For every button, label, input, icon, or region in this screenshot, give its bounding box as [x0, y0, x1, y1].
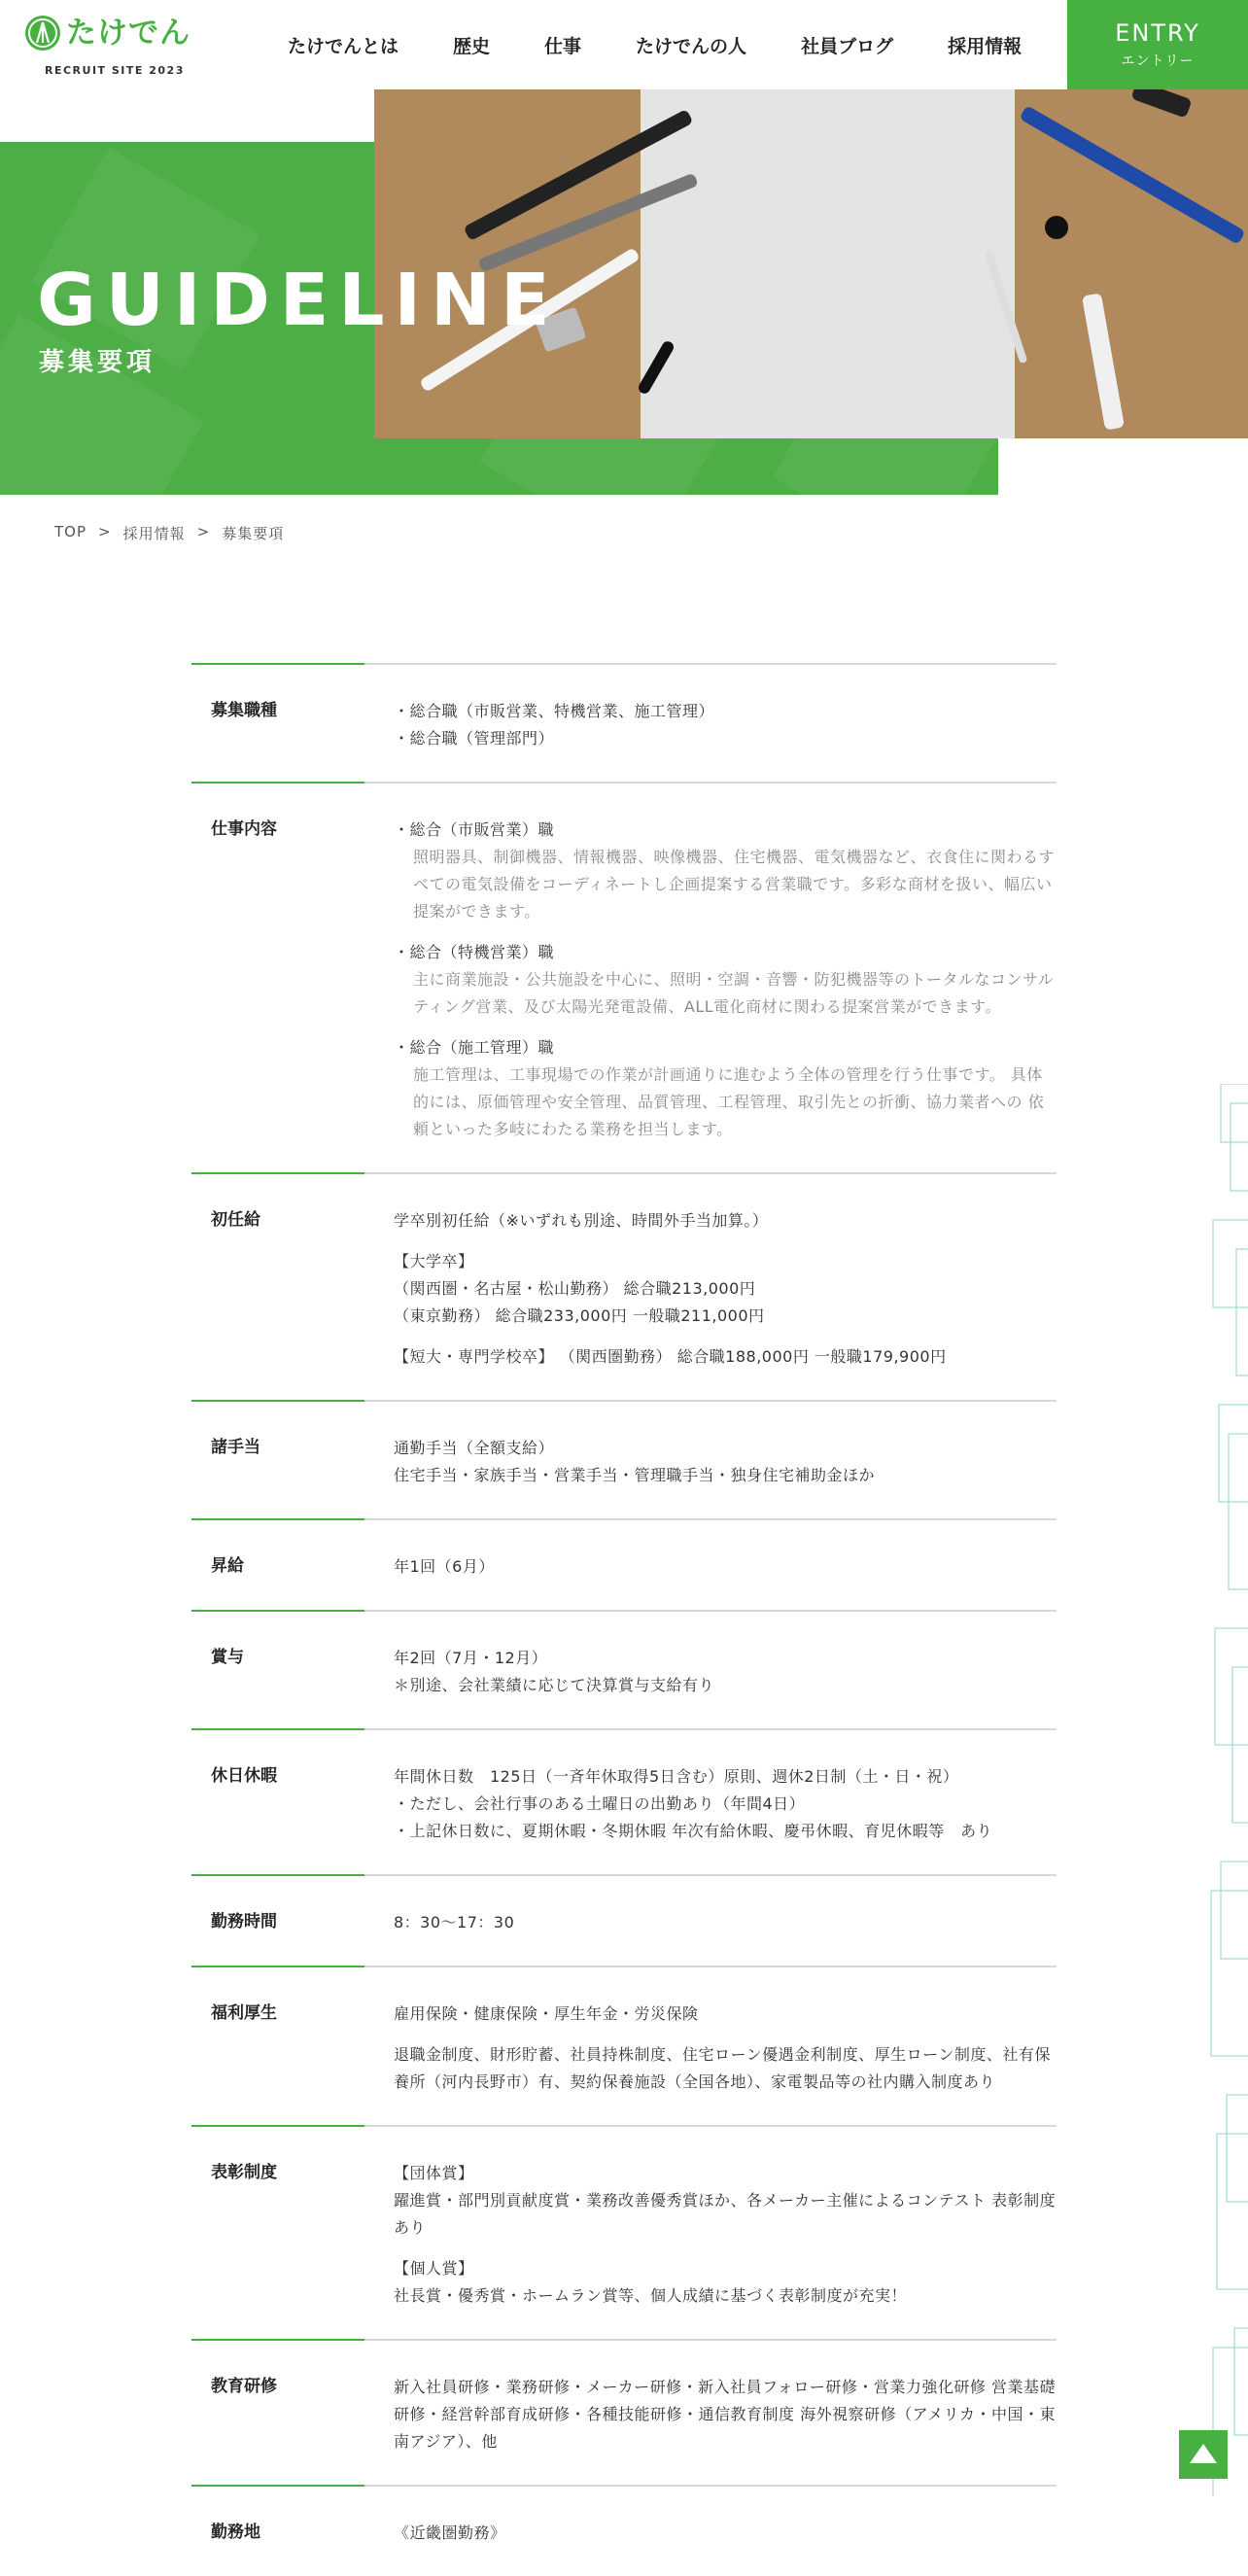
- breadcrumb-top[interactable]: TOP: [54, 523, 87, 540]
- row-text: 住宅手当・家族手当・営業手当・管理職手当・独身住宅補助金ほか: [394, 1466, 876, 1484]
- row-label: 賞与: [211, 1648, 244, 1667]
- row-content: [394, 1435, 1057, 1489]
- row-text: ・上記休日数に、夏期休暇・冬期休暇 年次有給休暇、慶弔休暇、育児休暇等 あり: [394, 1822, 993, 1840]
- row-text: 【個人賞】: [394, 2259, 474, 2278]
- row-text: 【大学卒】: [394, 1252, 474, 1271]
- row-label: 昇給: [211, 1556, 244, 1576]
- row-text: （東京勤務） 総合職233,000円 一般職211,000円: [394, 1306, 765, 1325]
- job-description: 主に商業施設・公共施設を中心に、照明・空調・音響・防犯機器等のトータルなコンサルティング営業、及び太陽光発電設備、ALL電化商材に関わる提案営業ができます。: [413, 970, 1055, 1016]
- table-row: [191, 1400, 1057, 1518]
- row-text: ・ただし、会社行事のある土曜日の出勤あり（年間4日）: [394, 1794, 806, 1813]
- row-content: [394, 2160, 1057, 2310]
- logo-subtitle: RECRUIT SITE 2023: [45, 64, 185, 77]
- guideline-table: [191, 663, 1057, 2576]
- row-content: [394, 1207, 1057, 1371]
- breadcrumb: [54, 523, 284, 543]
- hero-subtitle: 募集要項: [39, 348, 156, 377]
- table-row: [191, 1966, 1057, 2125]
- row-text: 【団体賞】: [394, 2164, 474, 2182]
- table-row: [191, 663, 1057, 782]
- row-text: 《近畿圏勤務》: [394, 2524, 506, 2542]
- row-text: 雇用保険・健康保険・厚生年金・労災保険: [394, 2004, 699, 2023]
- row-text: 【短大・専門学校卒】 （関西圏勤務） 総合職188,000円 一般職179,900円: [394, 1347, 947, 1366]
- nav-item-about[interactable]: たけでんとは: [288, 35, 399, 57]
- row-text: 年1回（6月）: [394, 1557, 495, 1576]
- job-description: 施工管理は、工事現場での作業が計画通りに進むよう全体の管理を行う仕事です。 具体的には、原価管理や安全管理、品質管理、工程管理、取引先との折衝、協力業者への 依頼といった多岐にわたる業務を担当します。: [413, 1065, 1045, 1138]
- row-content: [394, 2001, 1057, 2096]
- nav-item-blog[interactable]: 社員ブログ: [801, 35, 894, 57]
- row-text: ・総合職（管理部門）: [394, 729, 555, 748]
- entry-label-ja: エントリー: [1121, 53, 1195, 69]
- nav-item-people[interactable]: たけでんの人: [636, 35, 747, 57]
- row-content: [394, 2520, 1057, 2547]
- row-content: [394, 2374, 1057, 2455]
- back-to-top-button[interactable]: [1179, 2430, 1228, 2479]
- row-text: 新入社員研修・業務研修・メーカー研修・新入社員フォロー研修・営業力強化研修 営業基礎研修・経営幹部育成研修・各種技能研修・通信教育制度 海外視察研修（アメリカ・中国・東南アジア）、他: [394, 2378, 1056, 2451]
- arrow-up-icon: [1190, 2444, 1217, 2463]
- paper-sheet: [641, 89, 1015, 438]
- nav-item-recruit[interactable]: 採用情報: [948, 35, 1023, 57]
- job-title: ・総合（市販営業）職: [394, 820, 555, 839]
- table-row: [191, 782, 1057, 1172]
- table-row: [191, 2485, 1057, 2576]
- global-nav: [260, 0, 1049, 89]
- row-text: （関西圏・名古屋・松山勤務） 総合職213,000円: [394, 1279, 756, 1298]
- nav-item-history[interactable]: 歴史: [453, 35, 491, 57]
- table-row: [191, 1728, 1057, 1874]
- row-content: [394, 698, 1057, 752]
- job-description: 照明器具、制御機器、情報機器、映像機器、住宅機器、電気機器など、衣食住に関わるすべての電気設備をコーディネートし企画提案する営業職です。多彩な商材を扱い、幅広い提案ができます。: [413, 848, 1056, 921]
- row-text: 社長賞・優秀賞・ホームラン賞等、個人成績に基づく表彰制度が充実！: [394, 2286, 908, 2305]
- row-label: 休日休暇: [211, 1766, 277, 1786]
- row-content: [394, 1763, 1057, 1845]
- site-logo[interactable]: [25, 14, 195, 82]
- row-label: 勤務地: [211, 2523, 260, 2542]
- row-content: [394, 1645, 1057, 1699]
- table-row: [191, 2339, 1057, 2485]
- row-text: ・総合職（市販営業、特機営業、施工管理）: [394, 702, 715, 720]
- breadcrumb-separator: >: [98, 523, 112, 540]
- hero-title: GUIDELINE: [37, 259, 560, 342]
- table-row: [191, 1874, 1057, 1966]
- logo-text: たけでん: [66, 16, 191, 51]
- table-row: [191, 1172, 1057, 1400]
- row-label: 初任給: [211, 1210, 260, 1230]
- breadcrumb-recruit[interactable]: 採用情報: [122, 525, 186, 542]
- breadcrumb-separator: >: [196, 523, 211, 540]
- row-label: 教育研修: [211, 2377, 277, 2396]
- row-label: 表彰制度: [211, 2163, 277, 2182]
- entry-label-en: ENTRY: [1115, 19, 1200, 47]
- row-content: [394, 1553, 1057, 1581]
- row-text: 学卒別初任給（※いずれも別途、時間外手当加算。）: [394, 1211, 769, 1230]
- table-row: [191, 1518, 1057, 1610]
- logo-mark-icon: [25, 16, 60, 51]
- row-text: 年2回（7月・12月）: [394, 1649, 548, 1667]
- breadcrumb-current: 募集要項: [222, 525, 285, 542]
- decorative-pattern: [1207, 1084, 1248, 2496]
- nav-item-work[interactable]: 仕事: [544, 35, 582, 57]
- row-label: 勤務時間: [211, 1912, 277, 1932]
- entry-button[interactable]: [1067, 0, 1248, 89]
- row-content: [394, 1909, 1057, 1936]
- job-title: ・総合（施工管理）職: [394, 1038, 555, 1057]
- row-text: 年間休日数 125日（一斉年休取得5日含む）原則、週休2日制（土・日・祝）: [394, 1767, 959, 1786]
- row-label: 募集職種: [211, 701, 277, 720]
- row-text: 通勤手当（全額支給）: [394, 1439, 555, 1457]
- row-content: [394, 817, 1057, 1143]
- row-text: 躍進賞・部門別貢献度賞・業務改善優秀賞ほか、各メーカー主催によるコンテスト 表彰制度あり: [394, 2191, 1057, 2237]
- site-header: [0, 0, 1248, 89]
- row-text: ＊別途、会社業績に応じて決算賞与支給有り: [394, 1676, 715, 1694]
- table-row: [191, 1610, 1057, 1728]
- row-text: 8：30～17：30: [394, 1913, 515, 1932]
- row-label: 諸手当: [211, 1438, 260, 1457]
- job-title: ・総合（特機営業）職: [394, 943, 555, 961]
- row-label: 福利厚生: [211, 2003, 277, 2023]
- row-text: 退職金制度、財形貯蓄、社員持株制度、住宅ローン優遇金利制度、厚生ローン制度、社有保養所（河内長野市）有、契約保養施設（全国各地）、家電製品等の社内購入制度あり: [394, 2045, 1051, 2091]
- table-row: [191, 2125, 1057, 2339]
- row-label: 仕事内容: [211, 819, 277, 839]
